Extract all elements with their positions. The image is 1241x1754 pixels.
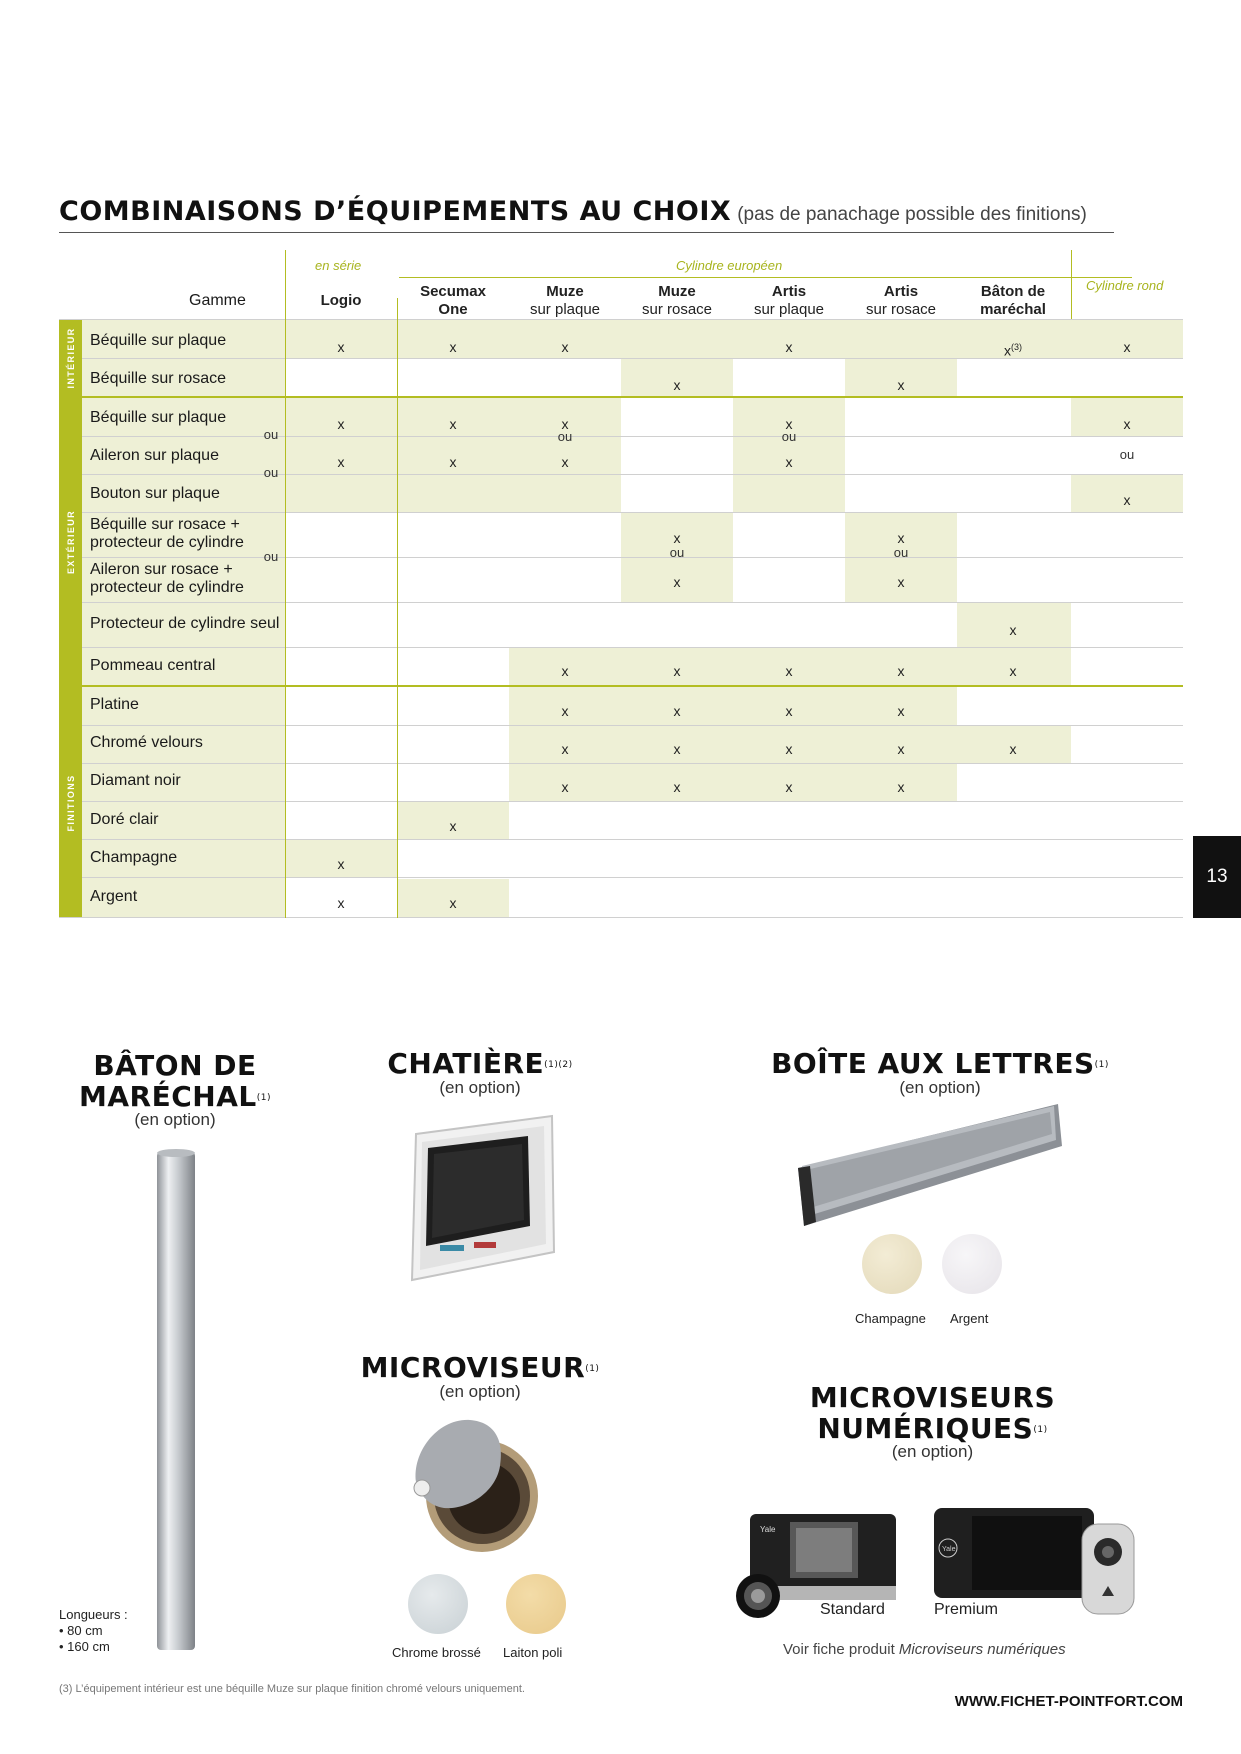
table-mark: x (897, 741, 905, 757)
section-interieur (59, 320, 82, 396)
combinations-table (59, 248, 1183, 918)
footnote-ref: (1) (585, 1364, 600, 1374)
baton-lengths-label: Longueurs : (59, 1607, 128, 1622)
table-mark: x (673, 377, 681, 393)
numeriques-option: (en option) (891, 1442, 974, 1461)
table-mark: x (449, 416, 457, 432)
table-mark: x (561, 703, 569, 719)
row-label: Doré clair (90, 811, 159, 828)
table-mark: x (897, 779, 905, 795)
row-label: Protecteur de cylindre seul (90, 615, 280, 632)
table-mark: x (449, 895, 457, 911)
row-label: Diamant noir (90, 772, 181, 789)
group-underline (399, 277, 1132, 278)
col-muze-rosace (621, 283, 733, 319)
footnote-ref: (1) (1033, 1425, 1048, 1435)
see-prefix: Voir fiche produit (783, 1641, 899, 1658)
table-mark: x (337, 856, 345, 872)
footnote-ref: (1) (256, 1093, 271, 1103)
row-label: Béquille sur plaque (90, 409, 227, 426)
group-cylindre-europeen: Cylindre européen (676, 258, 783, 273)
ou-mark: ou (893, 545, 909, 560)
baton-title-line1: BÂTON DE (93, 1049, 257, 1082)
swatch-champagne (862, 1234, 922, 1294)
brand-logo-premium: Yale (942, 1546, 956, 1553)
table-mark: x (673, 703, 681, 719)
boite-finish-champagne: Champagne (855, 1311, 926, 1326)
table-mark: x (785, 741, 793, 757)
swatch-argent (942, 1234, 1002, 1294)
title-main: COMBINAISONS D’ÉQUIPEMENTS AU CHOIX (59, 196, 732, 227)
table-mark: x (673, 530, 681, 546)
microviseur-finish-laiton: Laiton poli (503, 1645, 563, 1660)
table-mark: x (785, 416, 793, 432)
row-divider (82, 725, 1183, 726)
col-name: Bâton de (980, 283, 1046, 300)
microviseur-image (408, 1412, 542, 1558)
table-mark: x (785, 703, 793, 719)
table-mark: x (785, 339, 793, 355)
col-sub: One (438, 301, 468, 318)
baton-length-160: • 160 cm (59, 1639, 110, 1654)
table-mark: x (1123, 416, 1131, 432)
table-mark: x (337, 339, 345, 355)
ou-label: ou (263, 549, 279, 564)
ou-mark: ou (557, 429, 573, 444)
row-divider (59, 917, 1183, 918)
section-finitions (59, 687, 82, 918)
website-link[interactable]: WWW.FICHET-POINTFORT.COM (954, 1693, 1183, 1710)
ou-label: ou (263, 465, 279, 480)
row-label: Bouton sur plaque (90, 485, 220, 502)
table-mark: x (897, 703, 905, 719)
microviseur-option: (en option) (439, 1382, 521, 1401)
col-artis-plaque (733, 283, 845, 319)
chatiere-option: (en option) (439, 1078, 521, 1097)
group-divider (285, 250, 286, 298)
table-mark: x (785, 663, 793, 679)
brand-logo-standard: Yale (760, 1525, 776, 1534)
table-mark: x (449, 454, 457, 470)
col-divider (285, 298, 286, 918)
table-mark: x (561, 663, 569, 679)
numeriques-title (780, 1382, 1085, 1444)
col-name: Secumax (420, 283, 486, 300)
baton-title (60, 1050, 290, 1112)
row-divider (82, 839, 1183, 840)
table-mark: x (449, 818, 457, 834)
col-divider (397, 298, 398, 918)
row-label: Platine (90, 696, 139, 713)
page-title (59, 196, 1114, 233)
microviseur-title (350, 1352, 610, 1383)
chatiere-image (404, 1112, 556, 1282)
table-mark: $x^{(3)}$ (1004, 342, 1022, 359)
col-sub: sur plaque (529, 301, 601, 318)
row-divider (82, 877, 1183, 878)
footnote-ref: (3) (1011, 342, 1022, 352)
table-mark: x (561, 416, 569, 432)
row-divider (82, 763, 1183, 764)
col-muze-plaque (509, 283, 621, 319)
table-mark: x (337, 895, 345, 911)
boite-image (796, 1100, 1066, 1230)
boite-title (760, 1048, 1120, 1079)
row-label: Béquille sur rosace + (90, 516, 240, 533)
baton-title-line2: MARÉCHAL (79, 1080, 257, 1113)
row-divider (82, 801, 1183, 802)
microviseur-title-text: MICROVISEUR (360, 1351, 586, 1384)
swatch-laiton-poli (506, 1574, 566, 1634)
table-mark: x (897, 574, 905, 590)
table-mark: x (1123, 339, 1131, 355)
ou-mark: ou (781, 429, 797, 444)
table-mark: x (897, 530, 905, 546)
footnote-ref: (1)(2) (544, 1060, 573, 1070)
boite-title-text: BOÎTE AUX LETTRES (771, 1047, 1095, 1080)
row-label: Béquille sur rosace (90, 370, 227, 387)
col-name: Logio (320, 292, 362, 309)
col-name: Muze (658, 283, 696, 300)
col-artis-rosace (845, 283, 957, 319)
section-exterieur (59, 398, 82, 685)
table-mark: x (561, 741, 569, 757)
microviseur-finish-chrome: Chrome brossé (392, 1645, 481, 1660)
chatiere-title (380, 1048, 580, 1079)
row-label: protecteur de cylindre (90, 579, 244, 596)
row-label: protecteur de cylindre (90, 534, 244, 551)
col-name: Artis (771, 283, 807, 300)
row-label: Aileron sur plaque (90, 447, 219, 464)
baton-length-80: • 80 cm (59, 1623, 103, 1638)
section-divider (59, 396, 1183, 398)
row-divider (82, 602, 1183, 603)
group-cylindre-rond: Cylindre rond (1086, 278, 1164, 293)
row-label: Argent (90, 888, 138, 905)
col-sub: sur plaque (753, 301, 825, 318)
section-divider (59, 685, 1183, 687)
table-mark: x (897, 663, 905, 679)
table-mark: x (1009, 622, 1017, 638)
table-mark: x (561, 454, 569, 470)
title-subtitle: (pas de panachage possible des finitions) (737, 204, 1087, 225)
table-mark: x (673, 574, 681, 590)
see-product-name: Microviseurs numériques (898, 1641, 1066, 1658)
col-sub: sur rosace (641, 301, 713, 318)
col-baton (957, 283, 1069, 319)
col-secumax (397, 283, 509, 319)
table-mark: x (337, 454, 345, 470)
table-mark: x (785, 454, 793, 470)
section-label: EXTÉRIEUR (65, 509, 76, 574)
row-label: Aileron sur rosace + (90, 561, 233, 578)
chatiere-title-text: CHATIÈRE (387, 1047, 545, 1080)
col-sub: maréchal (980, 301, 1046, 318)
table-mark: x (785, 779, 793, 795)
baton-option: (en option) (134, 1110, 216, 1129)
viewer-standard-label: Standard (820, 1601, 885, 1618)
cell-shade (285, 320, 1071, 358)
row-divider (82, 647, 1183, 648)
table-mark: x (1009, 663, 1017, 679)
row-divider (82, 512, 1183, 513)
ou-mark: ou (1119, 447, 1135, 462)
section-label: FINITIONS (65, 773, 76, 832)
ou-mark: ou (669, 545, 685, 560)
table-mark: x (337, 416, 345, 432)
table-mark: x (673, 779, 681, 795)
table-mark: x (673, 741, 681, 757)
page-number-tab: 13 (1193, 836, 1241, 918)
gamme-label: Gamme (189, 292, 246, 309)
table-mark: x (449, 339, 457, 355)
col-name: Artis (883, 283, 919, 300)
viewer-premium-label: Premium (934, 1601, 999, 1618)
table-mark: x (897, 377, 905, 393)
numeriques-title-line1: MICROVISEURS (809, 1381, 1056, 1414)
row-label: Béquille sur plaque (90, 332, 227, 349)
group-divider (1071, 250, 1072, 320)
numeriques-title-line2: NUMÉRIQUES (817, 1412, 1034, 1445)
boite-finish-argent: Argent (950, 1311, 989, 1326)
col-name: Muze (546, 283, 584, 300)
table-mark: x (1009, 741, 1017, 757)
table-mark: x (561, 779, 569, 795)
ou-label: ou (263, 427, 279, 442)
group-en-serie: en série (315, 258, 362, 273)
boite-option: (en option) (899, 1078, 981, 1097)
row-label: Chromé velours (90, 734, 203, 751)
table-mark: x (1123, 492, 1131, 508)
row-label: Pommeau central (90, 657, 216, 674)
col-logio (285, 292, 397, 310)
row-divider (59, 319, 1183, 320)
footnote-ref: (1) (1094, 1060, 1109, 1070)
row-label: Champagne (90, 849, 178, 866)
table-mark: x (561, 339, 569, 355)
col-sub: sur rosace (865, 301, 937, 318)
baton-image (155, 1148, 197, 1652)
footnote: (3) L’équipement intérieur est une béquille Muze sur plaque finition chromé velours uniquement. (59, 1683, 525, 1695)
section-label: INTÉRIEUR (65, 327, 76, 389)
numeriques-see-product (783, 1641, 1066, 1658)
table-mark: x (673, 663, 681, 679)
swatch-chrome-brosse (408, 1574, 468, 1634)
